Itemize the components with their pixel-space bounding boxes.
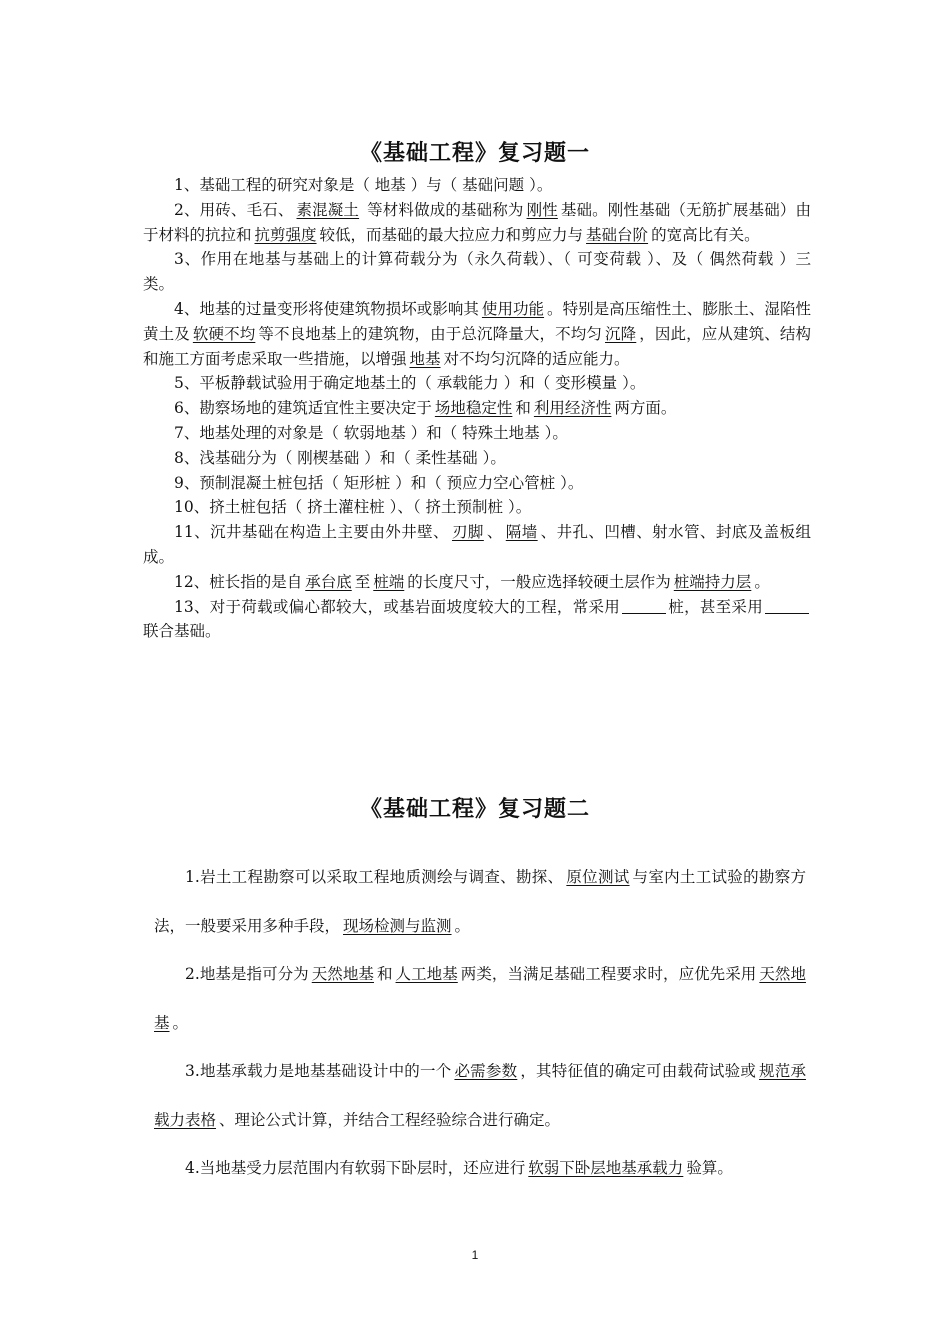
text-segment: 的宽高比有关。 (651, 225, 760, 244)
question-1 (143, 173, 811, 198)
text-segment: 基础问题 (462, 176, 525, 194)
answer-blank: 刃脚 (451, 523, 484, 542)
question-3 (154, 1047, 806, 1144)
text-segment: 可变荷载 (577, 250, 642, 269)
text-segment: 9、预制混凝土桩包括（ (174, 473, 344, 492)
answer-blank: 使用功能 (481, 299, 545, 318)
text-segment: 4.当地基受力层范围内有软弱下卧层时，还应进行 (185, 1159, 526, 1177)
text-segment: 联合基础。 (143, 622, 221, 641)
empty-blank (622, 597, 666, 614)
answer-blank: 隔墙 (505, 523, 538, 542)
text-segment: 地基 (374, 176, 406, 194)
text-segment: 基础。刚性基础（无筋扩展基础）由于材料的抗拉和 (143, 200, 811, 244)
text-segment: 11、沉井基础在构造上主要由外井壁、 (174, 523, 449, 542)
section2-body (154, 853, 806, 1193)
text-segment: 6、勘察场地的建筑适宜性主要决定于 (174, 399, 432, 418)
text-segment: ）。 (617, 374, 646, 393)
text-segment: 挤土预制桩 (425, 498, 504, 517)
question-10 (143, 495, 811, 520)
text-segment: 8、浅基础分为（ (174, 448, 298, 467)
text-segment: 1、基础工程的研究对象是（ (174, 176, 375, 194)
answer-blank: 软弱下卧层地基承载力 (528, 1159, 684, 1177)
text-segment: ）和（ (498, 374, 556, 393)
question-6 (143, 396, 811, 421)
answer-blank: 沉降 (605, 324, 637, 343)
text-segment: ）、（ (538, 250, 578, 269)
text-segment: 验算。 (686, 1159, 733, 1177)
answer-blank: 原位测试 (566, 868, 630, 886)
text-segment: ）。 (539, 423, 568, 442)
question-3 (143, 247, 811, 297)
text-segment: 2.地基是指可分为 (185, 965, 309, 983)
text-segment: 。特别是高压缩性土、膨胀土、湿陷性黄土及 (143, 299, 811, 343)
section1-body (143, 173, 811, 644)
text-segment: 承载能力 (436, 374, 499, 393)
text-segment: 对不均匀沉降的适应能力。 (443, 349, 630, 368)
text-segment: 13、对于荷载或偏心都较大，或基岩面坡度较大的工程，常采用 (174, 597, 621, 616)
text-segment: 预应力空心管桩 (446, 473, 556, 492)
text-segment: 永久荷载 (474, 250, 539, 269)
answer-blank: 规范承载力表格 (154, 1062, 806, 1129)
section1-title: 《基础工程》复习题一 (359, 141, 590, 166)
answer-blank: 抗剪强度 (254, 225, 317, 244)
answer-blank: 现场检测与监测 (343, 916, 452, 935)
text-segment: 两方面。 (614, 399, 677, 418)
text-segment: 。 (754, 572, 770, 591)
text-segment: 、 (486, 523, 503, 542)
text-segment: ）。 (524, 176, 553, 194)
answer-blank: 软硬不均 (192, 324, 256, 343)
text-segment: 柔性基础 (415, 448, 478, 467)
text-segment: 特殊土地基 (462, 423, 540, 442)
text-segment: 。 (172, 1013, 189, 1032)
text-segment: 等材料做成的基础称为 (362, 200, 524, 219)
text-segment: 两类，当满足基础工程要求时，应优先采用 (460, 965, 757, 983)
text-segment: ）和（ (390, 473, 447, 492)
text-segment: ）。 (555, 473, 584, 492)
question-13 (143, 595, 811, 645)
text-segment: ）与（ (405, 176, 463, 194)
text-segment: 等不良地基上的建筑物，由于总沉降量大，不均匀 (258, 324, 603, 343)
question-8 (143, 446, 811, 471)
text-segment: 3、作用在地基与基础上的计算荷载分为（ (174, 250, 475, 269)
question-11 (143, 520, 811, 570)
text-segment: ）和（ (359, 448, 416, 467)
text-segment: ）、及（ (641, 250, 710, 269)
text-segment: ，因此，应从建筑、结构和施工方面考虑采取一些措施，以增强 (143, 324, 811, 368)
answer-blank: 场地稳定性 (434, 399, 513, 418)
text-segment: 3.地基承载力是地基基础设计中的一个 (185, 1062, 452, 1080)
text-segment: 较低，而基础的最大拉应力和剪应力与 (319, 225, 584, 244)
text-segment: 12、桩长指的是自 (174, 572, 303, 591)
text-segment: 7、地基处理的对象是（ (174, 423, 344, 442)
question-7 (143, 421, 811, 446)
text-segment: 与室内土工试验的勘察方法，一般要采用多种手段， (154, 868, 806, 935)
text-segment: 的长度尺寸，一般应选择较硬土层作为 (407, 572, 671, 591)
page-number: 1 (471, 1248, 479, 1262)
text-segment: 和 (376, 965, 393, 983)
text-segment: 10、挤土桩包括（ (174, 498, 308, 517)
question-2 (154, 950, 806, 1047)
text-segment: 和 (515, 399, 531, 418)
question-4 (154, 1144, 806, 1193)
text-segment: ）三类。 (143, 250, 811, 294)
answer-blank: 刚性 (526, 200, 558, 219)
answer-blank: 必需参数 (454, 1062, 518, 1080)
text-segment: 变形模量 (555, 374, 618, 393)
answer-blank: 地基 (409, 349, 441, 368)
question-5 (143, 371, 811, 396)
answer-blank: 素混凝土 (296, 200, 360, 219)
text-segment: 至 (354, 572, 371, 591)
question-1 (154, 853, 806, 950)
section2-title: 《基础工程》复习题二 (359, 797, 590, 822)
text-segment: 4、地基的过量变形将使建筑物损坏或影响其 (174, 299, 479, 318)
answer-blank: 天然地基 (311, 965, 374, 983)
text-segment: 矩形桩 (343, 473, 391, 492)
question-9 (143, 471, 811, 496)
text-segment: 软弱地基 (343, 423, 406, 442)
text-segment: 2、用砖、毛石、 (174, 200, 294, 219)
text-segment: ）、（ (384, 498, 426, 517)
question-12 (143, 570, 811, 595)
text-segment: 桩，甚至采用 (668, 597, 763, 616)
text-segment: ，其特征值的确定可由载荷试验或 (520, 1062, 757, 1080)
text-segment: ）。 (503, 498, 532, 517)
empty-blank (765, 597, 809, 614)
question-2 (143, 198, 811, 248)
text-segment: 偶然荷载 (709, 250, 774, 269)
text-segment: 刚楔基础 (297, 448, 360, 467)
answer-blank: 利用经济性 (533, 399, 612, 418)
text-segment: 挤土灌柱桩 (307, 498, 385, 517)
text-segment: 、井孔、凹槽、射水管、封底及盖板组成。 (143, 523, 811, 566)
text-segment: 5、平板静载试验用于确定地基土的（ (174, 374, 437, 393)
answer-blank: 人工地基 (395, 965, 458, 983)
text-segment: 1.岩土工程勘察可以采取工程地质测绘与调查、勘探、 (185, 868, 564, 886)
answer-blank: 桩端 (373, 572, 405, 591)
question-4 (143, 297, 811, 371)
text-segment: ）。 (477, 448, 506, 467)
answer-blank: 桩端持力层 (673, 572, 752, 591)
answer-blank: 天然地基 (154, 965, 806, 1032)
answer-blank: 承台底 (305, 572, 352, 591)
text-segment: 。 (454, 916, 471, 935)
text-segment: ）和（ (405, 423, 463, 442)
text-segment: 、理论公式计算，并结合工程经验综合进行确定。 (219, 1110, 561, 1129)
answer-blank: 基础台阶 (586, 225, 649, 244)
